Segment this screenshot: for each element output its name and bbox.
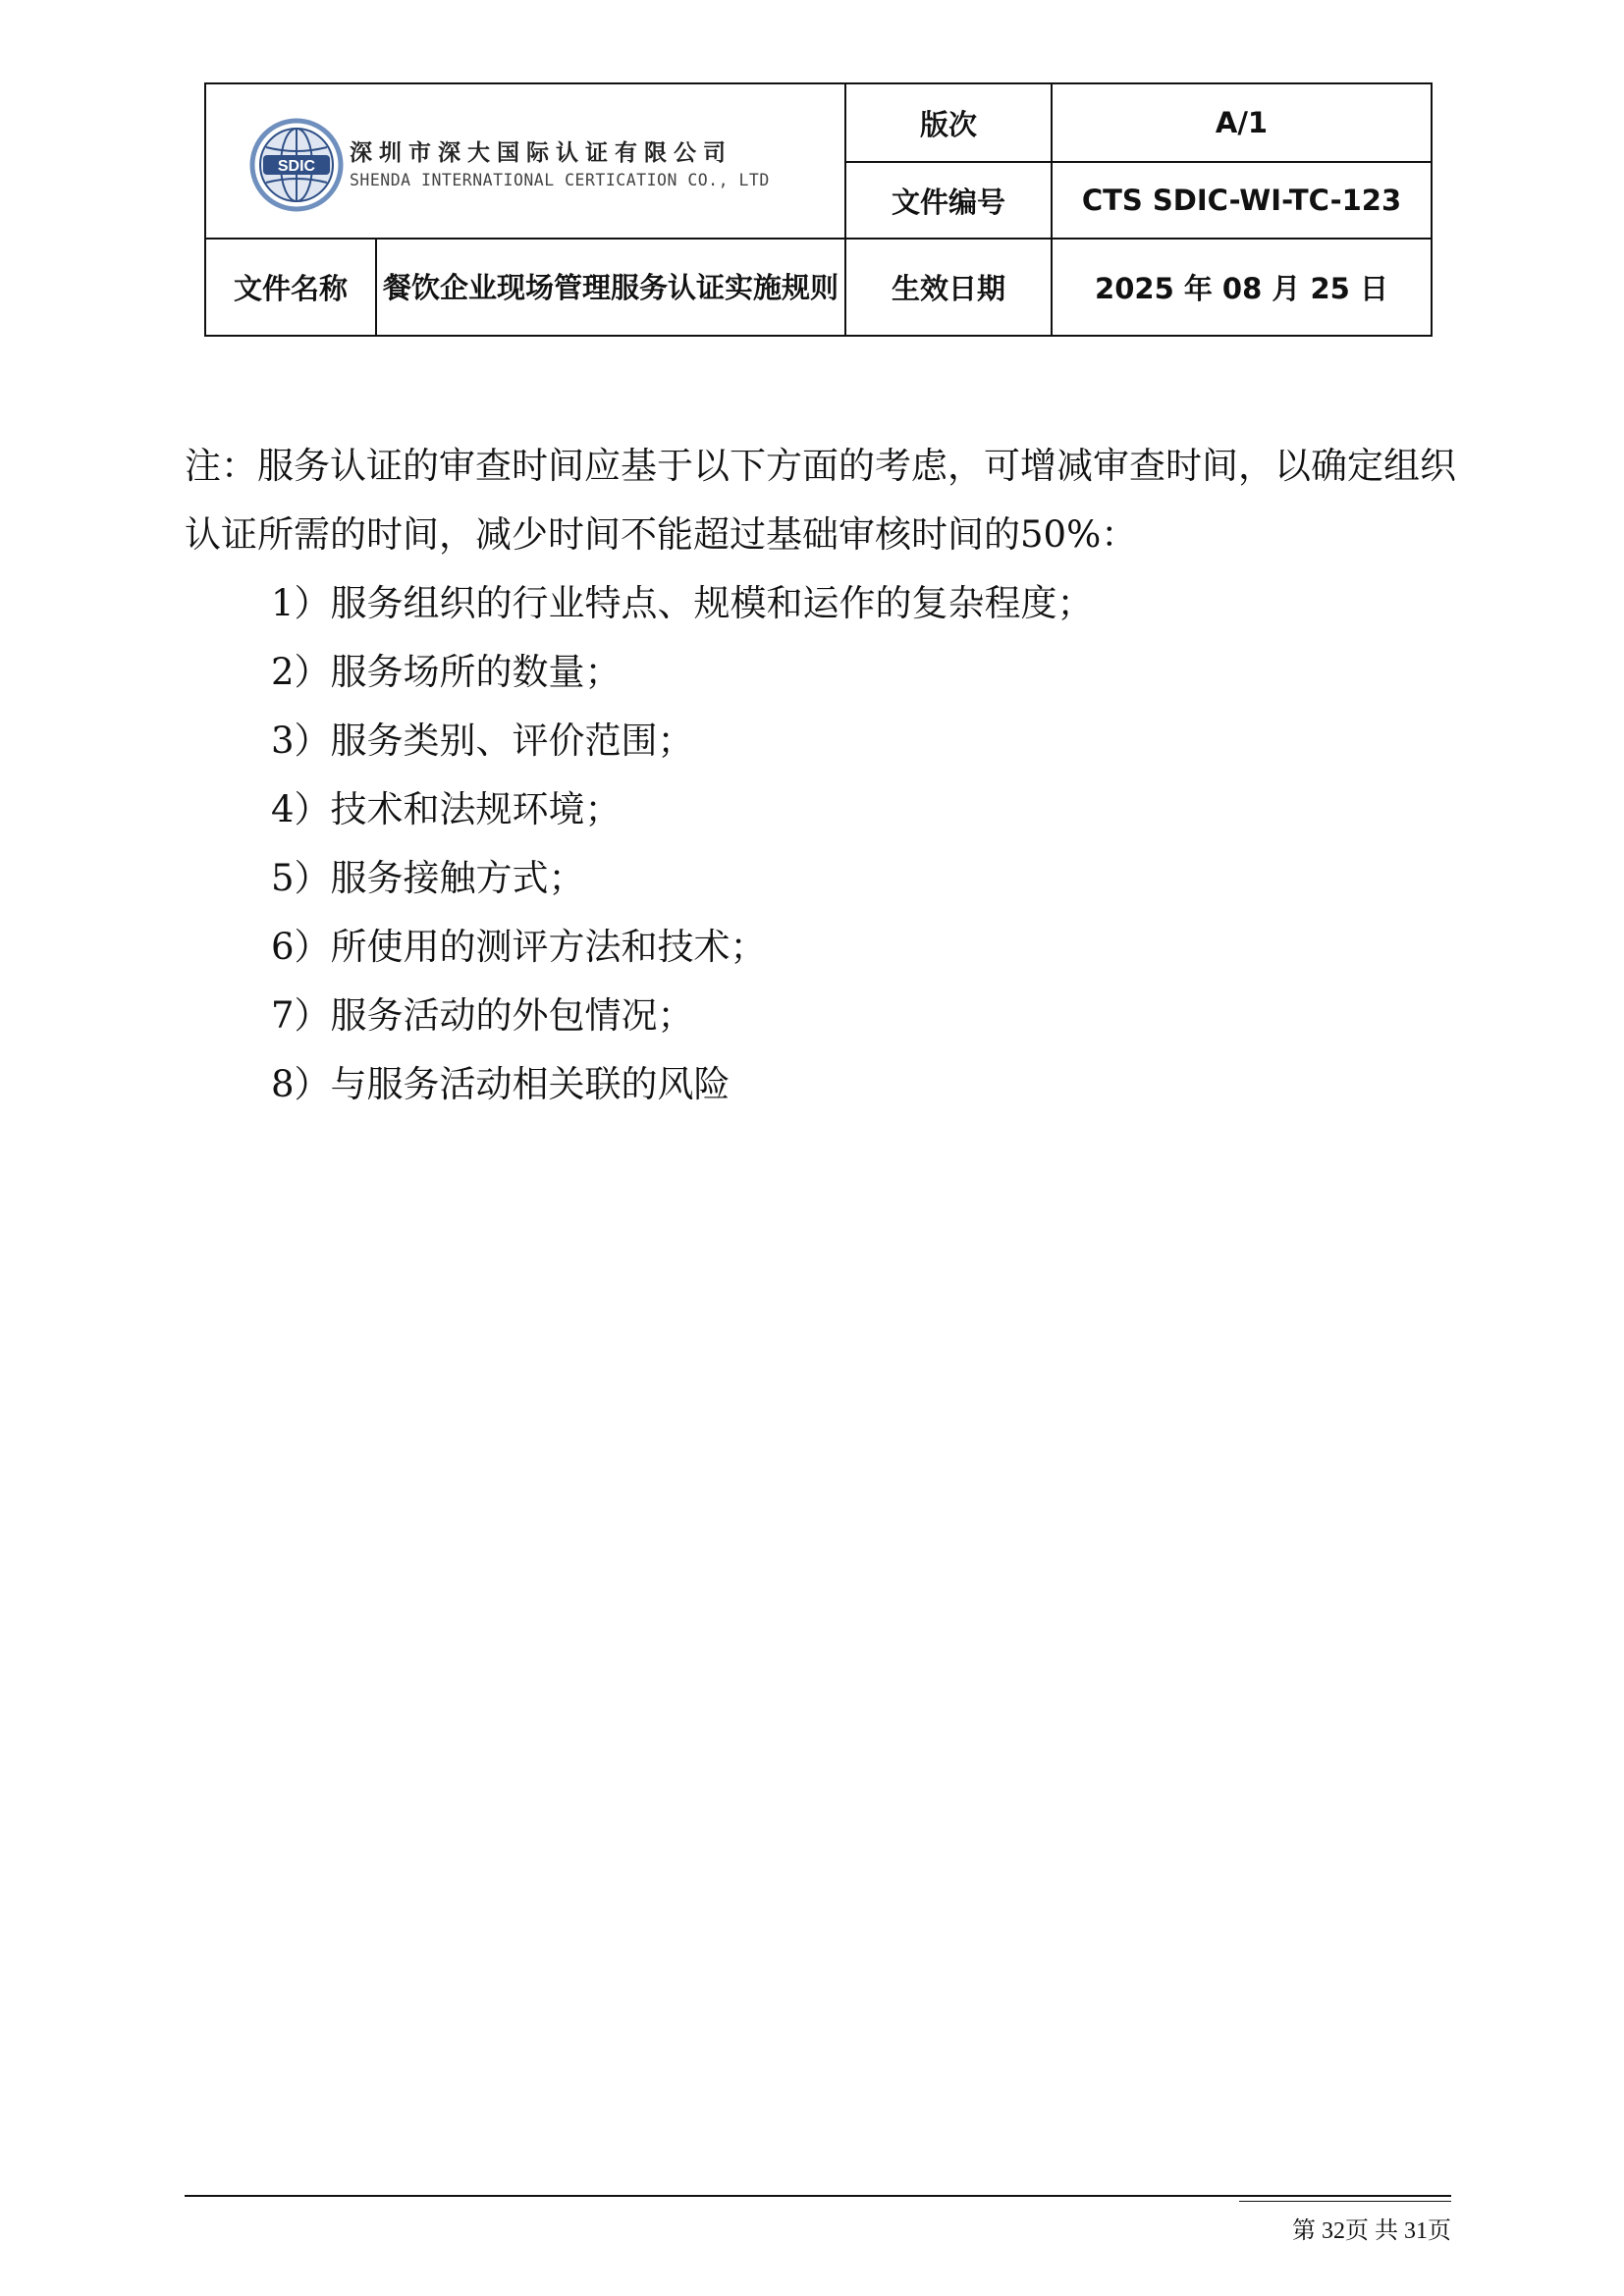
version-label: 版次 [845, 83, 1052, 162]
footer-divider [185, 2195, 1451, 2197]
effective-date-value: 2025 年 08 月 25 日 [1052, 239, 1432, 336]
company-name-en: SHENDA INTERNATIONAL CERTICATION CO., LTD [350, 171, 770, 189]
note-paragraph: 注：服务认证的审查时间应基于以下方面的考虑，可增减审查时间，以确定组织认证所需的时间，减少时间不能超过基础审核时间的50%： [185, 445, 1456, 556]
globe-logo-icon [249, 118, 344, 212]
doc-number-value: CTS SDIC-WI-TC-123 [1052, 162, 1432, 239]
version-value: A/1 [1052, 83, 1432, 162]
effective-date-label: 生效日期 [845, 239, 1052, 336]
list-item: 8）与服务活动相关联的风险 [271, 1063, 731, 1105]
company-name-cn: 深圳市深大国际认证有限公司 [350, 139, 732, 166]
list-item: 1）服务组织的行业特点、规模和运作的复杂程度； [271, 582, 1094, 624]
footer-divider-short [1239, 2201, 1451, 2202]
doc-number-label: 文件编号 [845, 162, 1052, 239]
list-item: 2）服务场所的数量； [271, 651, 622, 693]
document-header-table [204, 82, 1433, 337]
consideration-list [185, 569, 1461, 1119]
list-item: 3）服务类别、评价范围； [271, 720, 694, 762]
list-item: 5）服务接触方式； [271, 857, 585, 899]
page-number: 第 32页 共 31页 [1292, 2218, 1451, 2244]
doc-name-value: 餐饮企业现场管理服务认证实施规则 [376, 239, 845, 336]
list-item: 7）服务活动的外包情况； [271, 994, 694, 1037]
company-logo-cell [205, 83, 845, 239]
list-item: 4）技术和法规环境； [271, 788, 622, 830]
list-item: 6）所使用的测评方法和技术； [271, 926, 767, 968]
company-logo [249, 118, 770, 212]
doc-name-label: 文件名称 [205, 239, 376, 336]
logo-letters: SDIC [277, 158, 316, 175]
document-body [185, 432, 1461, 1119]
